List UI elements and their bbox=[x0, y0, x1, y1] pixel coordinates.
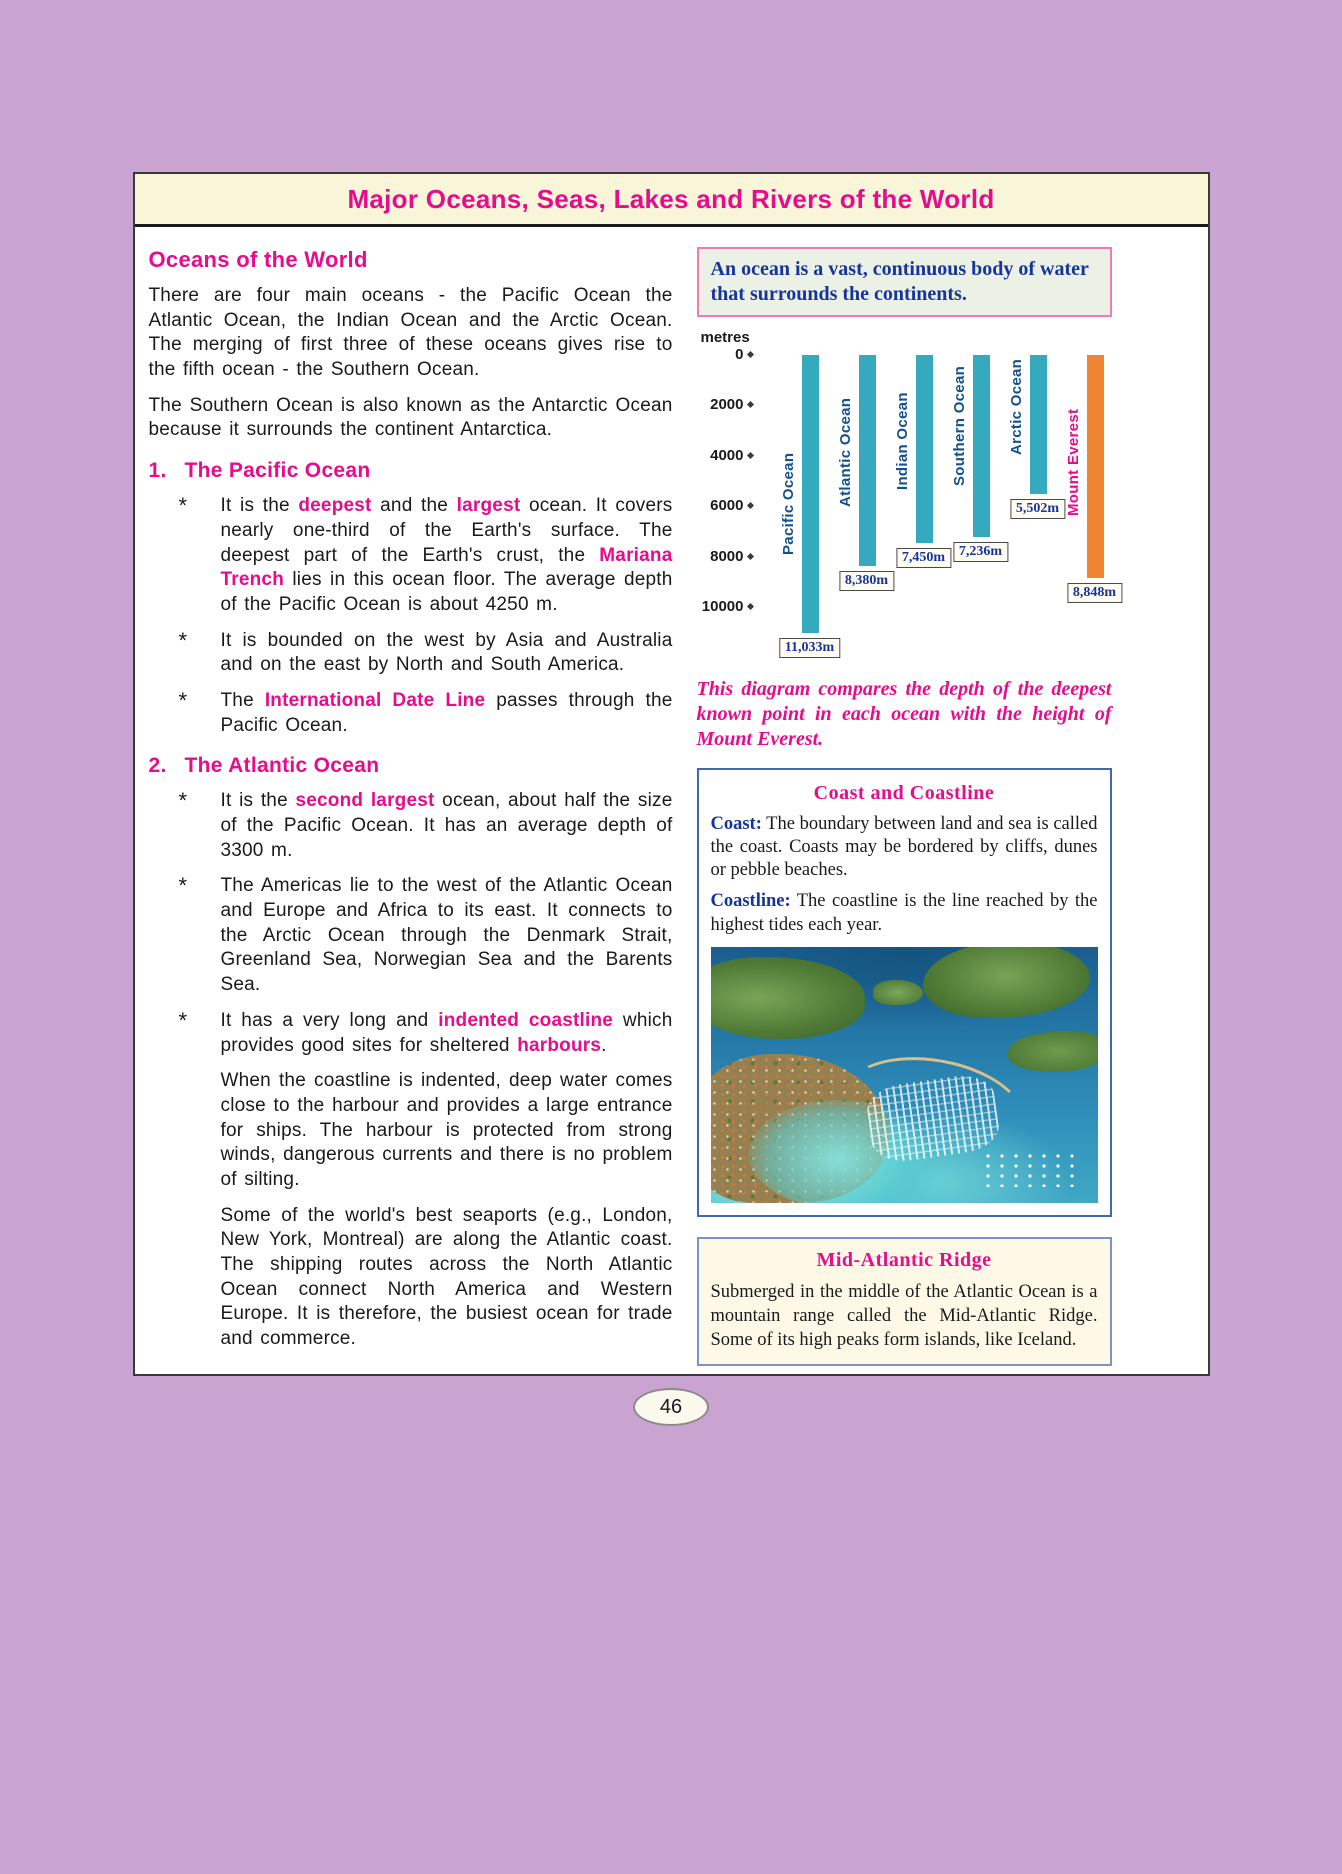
intro-paragraph-1 bbox=[149, 284, 673, 383]
text-segment: It is bounded on the west by Asia and Australia and on the east by North and South America. bbox=[220, 629, 673, 676]
chart-bar-5 bbox=[1087, 355, 1104, 578]
highlighted-text: Mariana Trench bbox=[220, 544, 673, 591]
bullet-item bbox=[149, 494, 673, 617]
bullet-item bbox=[149, 789, 673, 863]
depth-chart bbox=[697, 329, 1117, 667]
text-segment: lies in this ocean floor. The average depth of the Pacific Ocean is about 4250 m. bbox=[220, 569, 673, 615]
ridge-box-text: Submerged in the middle of the Atlantic Ocean is a mountain range called the Mid-Atlantic Ridge. Some of its high peaks form islands, like Iceland. bbox=[710, 1281, 1098, 1350]
page-number-badge bbox=[633, 1388, 709, 1426]
axis-tick-marker bbox=[746, 452, 753, 459]
continuation-paragraph bbox=[149, 1204, 673, 1352]
photo-islet bbox=[873, 980, 923, 1006]
ocean-definition-box bbox=[697, 247, 1112, 317]
ocean-definition-text: An ocean is a vast, continuous body of water that surrounds the continents. bbox=[710, 258, 1089, 305]
chart-bar-value-1: 8,380m bbox=[839, 571, 894, 591]
coast-box-title: Coast and Coastline bbox=[813, 782, 995, 804]
text-segment: The coastline is the line reached by the highest tides each year. bbox=[710, 891, 1098, 935]
axis-tick-marker bbox=[746, 401, 753, 408]
bullet-marker bbox=[149, 1069, 221, 1192]
heading-atlantic-ocean bbox=[149, 754, 673, 778]
highlighted-text: largest bbox=[456, 495, 521, 517]
chart-bar-value-2: 7,450m bbox=[896, 548, 951, 568]
heading-text: The Pacific Ocean bbox=[184, 459, 371, 483]
bullet-text bbox=[221, 629, 673, 678]
highlighted-text: Coastline: bbox=[710, 891, 791, 912]
chart-bar-label-0: Pacific Ocean bbox=[779, 452, 797, 555]
chart-bar-3 bbox=[973, 355, 990, 537]
chart-bar-label-4: Arctic Ocean bbox=[1007, 358, 1025, 455]
highlighted-text: International Date Line bbox=[264, 689, 486, 711]
axis-tick bbox=[702, 598, 753, 615]
chart-bar-value-0: 11,033m bbox=[779, 638, 840, 658]
section-heading-oceans-of-the-world: Oceans of the World bbox=[148, 247, 368, 272]
page-number: 46 bbox=[659, 1395, 683, 1418]
axis-tick bbox=[710, 447, 752, 464]
textbook-page bbox=[133, 172, 1210, 1376]
bullet-text bbox=[221, 1204, 673, 1352]
bullet-text bbox=[221, 874, 673, 997]
axis-tick-label: 2000 bbox=[710, 396, 744, 414]
text-segment: which provides good sites for sheltered bbox=[220, 1009, 673, 1056]
bullet-marker: * bbox=[178, 788, 188, 814]
highlighted-text: harbours bbox=[517, 1034, 602, 1056]
heading-number: 1. bbox=[148, 459, 167, 483]
axis-tick-label: 6000 bbox=[710, 497, 744, 515]
bullet-marker: * bbox=[178, 687, 188, 713]
axis-tick-marker bbox=[746, 502, 753, 509]
coast-definition bbox=[711, 813, 1098, 882]
coastline-definition bbox=[711, 890, 1098, 936]
text-segment: When the coastline is indented, deep water comes close to the harbour and provides a large entrance for ships. The harbour is protected from strong winds, dangerous currents and there is no problem of silting. bbox=[220, 1070, 673, 1190]
text-segment: . bbox=[601, 1034, 607, 1056]
highlighted-text: Coast: bbox=[710, 814, 762, 834]
axis-tick bbox=[710, 396, 752, 413]
text-segment: Some of the world's best seaports (e.g., London, New York, Montreal) are along the Atlantic coast. The shipping routes across the North Atlantic Ocean connect North America and Western Europe. It is therefore, the busiest ocean for trade and commerce. bbox=[220, 1204, 673, 1350]
chart-bar-4 bbox=[1030, 355, 1047, 494]
bullet-marker: * bbox=[178, 627, 188, 653]
right-column bbox=[696, 233, 1117, 1366]
axis-tick-label: 8000 bbox=[710, 547, 744, 565]
text-segment: The boundary between land and sea is called the coast. Coasts may be bordered by cliffs, dunes or pebble beaches. bbox=[710, 814, 1098, 881]
bullet-text bbox=[221, 1069, 673, 1192]
axis-tick-marker bbox=[746, 553, 753, 560]
photo-boats bbox=[981, 1151, 1074, 1187]
chart-bar-label-5: Mount Everest bbox=[1064, 408, 1082, 516]
axis-tick-label: 0 bbox=[735, 346, 744, 363]
bullet-text bbox=[221, 689, 673, 738]
bullet-item bbox=[149, 1009, 673, 1058]
heading-pacific-ocean bbox=[149, 459, 673, 483]
photo-island-2 bbox=[923, 947, 1089, 1019]
continuation-paragraph bbox=[149, 1069, 673, 1192]
text-segment: The Americas lie to the west of the Atlantic Ocean and Europe and Africa to its east. It connects to the Arctic Ocean through the Denmark Strait, Greenland Sea, Norwegian Sea and the Barents Sea. bbox=[220, 875, 673, 996]
text-segment: It is the bbox=[220, 495, 299, 517]
bullet-text bbox=[221, 789, 673, 863]
axis-tick-label: 10000 bbox=[701, 598, 744, 615]
highlighted-text: deepest bbox=[298, 495, 372, 517]
highlighted-text: indented coastline bbox=[438, 1009, 614, 1031]
left-column bbox=[149, 233, 673, 1366]
axis-tick bbox=[735, 346, 752, 363]
photo-island-3 bbox=[1008, 1031, 1097, 1072]
text-segment: ocean. It covers nearly one-third of the Earth's surface. The deepest part of the Earth's crust, the bbox=[220, 495, 673, 566]
axis-unit-label: metres bbox=[700, 329, 750, 346]
chart-bar-value-3: 7,236m bbox=[953, 542, 1008, 562]
axis-tick-marker bbox=[746, 603, 753, 610]
heading-number: 2. bbox=[148, 754, 167, 778]
axis-tick bbox=[710, 497, 752, 514]
bullet-item bbox=[149, 689, 673, 738]
heading-text: The Atlantic Ocean bbox=[184, 754, 380, 778]
coastline-photo bbox=[711, 947, 1098, 1203]
text-segment: It has a very long and bbox=[220, 1009, 439, 1031]
text-segment: It is the bbox=[220, 790, 296, 812]
highlighted-text: second largest bbox=[295, 790, 435, 812]
page-content bbox=[135, 227, 1208, 1376]
text-segment: and the bbox=[371, 495, 457, 517]
bullet-text bbox=[221, 1009, 673, 1058]
bullet-marker: * bbox=[178, 873, 188, 899]
intro-paragraph-2 bbox=[149, 394, 673, 443]
bullet-item bbox=[149, 629, 673, 678]
bullet-marker: * bbox=[178, 1007, 188, 1033]
bullet-item bbox=[149, 874, 673, 997]
ridge-box-title: Mid-Atlantic Ridge bbox=[816, 1248, 992, 1271]
bullet-marker: * bbox=[178, 493, 188, 519]
chart-bar-label-3: Southern Ocean bbox=[950, 365, 968, 486]
chart-bar-value-5: 8,848m bbox=[1067, 583, 1122, 603]
mid-atlantic-ridge-box bbox=[697, 1237, 1112, 1366]
depth-chart-plot bbox=[755, 355, 1117, 663]
chart-bar-0 bbox=[802, 355, 819, 633]
bullet-text bbox=[221, 494, 673, 617]
text-segment: ocean, about half the size of the Pacific Ocean. It has an average depth of 3300 m. bbox=[220, 790, 673, 861]
chart-caption: This diagram compares the depth of the deepest known point in each ocean with the height of Mount Everest. bbox=[696, 678, 1112, 750]
axis-tick bbox=[710, 548, 752, 565]
text-segment: passes through the Pacific Ocean. bbox=[220, 689, 673, 736]
chart-bar-1 bbox=[859, 355, 876, 566]
depth-chart-axis bbox=[697, 329, 755, 667]
photo-island-1 bbox=[711, 957, 866, 1039]
depth-chart-ticks bbox=[697, 346, 755, 663]
coast-and-coastline-box bbox=[697, 768, 1112, 1217]
text-segment: The Southern Ocean is also known as the Antarctic Ocean because it surrounds the continent Antarctica. bbox=[148, 394, 673, 441]
text-segment: The bbox=[220, 689, 265, 711]
chart-bar-value-4: 5,502m bbox=[1010, 499, 1065, 519]
bullet-marker bbox=[149, 1204, 221, 1352]
chart-bar-label-1: Atlantic Ocean bbox=[836, 397, 854, 507]
title-banner bbox=[135, 174, 1208, 227]
text-segment: There are four main oceans - the Pacific Ocean the Atlantic Ocean, the Indian Ocean and the Arctic Ocean. The merging of first three of these oceans gives rise to the fifth ocean - the Southern Ocean. bbox=[148, 285, 673, 381]
page-title: Major Oceans, Seas, Lakes and Rivers of the World bbox=[347, 183, 995, 214]
axis-tick-marker bbox=[746, 351, 753, 358]
chart-bar-2 bbox=[916, 355, 933, 543]
axis-tick-label: 4000 bbox=[710, 446, 744, 464]
chart-bar-label-2: Indian Ocean bbox=[893, 392, 911, 490]
